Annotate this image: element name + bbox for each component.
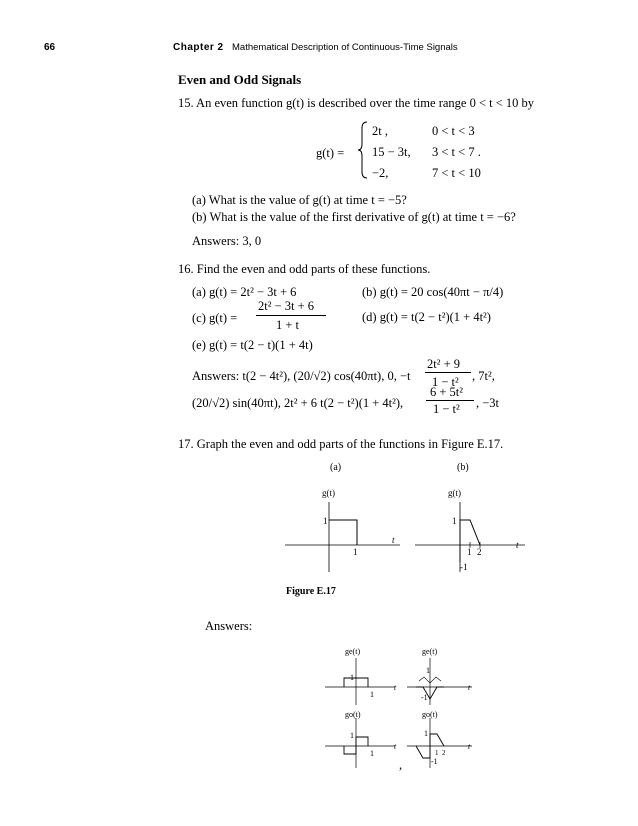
y-axis-label: ge(t) (422, 647, 438, 656)
problem-16-prompt: 16. Find the even and odd parts of these functions. (178, 262, 431, 276)
answers-16-frac2-den: 1 − t² (433, 402, 460, 416)
answers-17-label: Answers: (205, 619, 253, 633)
chapter-title: Mathematical Description of Continuous-Time Signals (232, 42, 458, 53)
tick-label: 1 (424, 729, 428, 738)
fraction-bar (256, 315, 326, 316)
answer-graph-even-a (320, 643, 415, 708)
fraction-bar (425, 372, 471, 373)
tick-label: 2 (477, 547, 482, 557)
question-16e: (e) g(t) = t(2 − t)(1 + 4t) (192, 338, 313, 352)
question-16d: (d) g(t) = t(2 − t²)(1 + 4t²) (362, 310, 491, 324)
graph-label-a: (a) (330, 462, 342, 473)
x-axis-label: t (468, 683, 471, 692)
x-axis-label: t (394, 683, 397, 692)
tick-label: 1 (370, 749, 374, 758)
answers-16-line1: Answers: t(2 − 4t²), (20/√2) cos(40πt), 0, −t (192, 369, 411, 383)
x-axis-label: t (468, 742, 471, 751)
piecewise-brace (356, 120, 370, 180)
case-2-cond: 3 < t < 7 . (432, 145, 481, 159)
question-16a: (a) g(t) = 2t² − 3t + 6 (192, 285, 297, 299)
answers-16-frac1-num: 2t² + 9 (427, 357, 461, 371)
piecewise-lhs: g(t) = (316, 146, 345, 160)
question-16c-numerator: 2t² − 3t + 6 (258, 299, 315, 313)
tick-label: -1 (431, 757, 438, 766)
section-title: Even and Odd Signals (178, 72, 302, 87)
x-axis-label: t (394, 742, 397, 751)
x-axis-label: t (392, 535, 395, 545)
tick-label: 1 (452, 516, 457, 526)
tick-label: 1 (426, 666, 430, 675)
answer-graph-odd-b (402, 706, 492, 771)
case-1-expr: 2t , (372, 124, 388, 138)
fraction-bar (426, 400, 474, 401)
problem-17-prompt: 17. Graph the even and odd parts of the functions in Figure E.17. (178, 437, 504, 451)
tick-label: 1 (435, 749, 439, 757)
tick-label: 1 (323, 516, 328, 526)
question-16b: (b) g(t) = 20 cos(40πt − π/4) (362, 285, 504, 299)
answers-16-frac2-num: 6 + 5t² (430, 385, 464, 399)
figure-e17-graph-b (410, 480, 535, 575)
graph-label-b: (b) (457, 462, 469, 473)
tick-label: 1 (353, 547, 358, 557)
question-15b: (b) What is the value of the first derivative of g(t) at time t = −6? (192, 210, 516, 224)
y-axis-label: go(t) (422, 710, 438, 719)
case-3-cond: 7 < t < 10 (432, 166, 481, 180)
tick-label: 1 (350, 731, 354, 740)
tick-label: 2 (442, 749, 446, 757)
problem-15-prompt: 15. An even function g(t) is described over the time range 0 < t < 10 by (178, 96, 535, 110)
case-1-cond: 0 < t < 3 (432, 124, 475, 138)
question-16c-denominator: 1 + t (276, 318, 300, 332)
answer-graph-even-b (402, 643, 492, 708)
figure-caption: Figure E.17 (286, 586, 336, 597)
tick-label: 1 (350, 673, 354, 682)
y-axis-label: go(t) (345, 710, 361, 719)
tick-label: -1 (421, 693, 428, 702)
answers-16-frac1-den: 1 − t² (432, 375, 459, 389)
case-3-expr: −2, (372, 166, 389, 180)
answers-16-line2: (20/√2) sin(40πt), 2t² + 6 t(2 − t²)(1 + 4t²), (192, 396, 404, 410)
trailing-comma: , (399, 758, 403, 772)
answers-16-line2-end: , −3t (476, 396, 500, 410)
question-15a: (a) What is the value of g(t) at time t = −5? (192, 193, 407, 207)
y-axis-label: g(t) (322, 488, 335, 498)
question-16c-label: (c) g(t) = (192, 311, 238, 325)
case-2-expr: 15 − 3t, (372, 145, 411, 159)
tick-label: -1 (460, 562, 468, 572)
chapter-label: Chapter 2 (173, 42, 224, 53)
answers-16-line1-end: , 7t², (472, 369, 495, 383)
x-axis-label: t (516, 540, 519, 550)
answers-15: Answers: 3, 0 (192, 234, 262, 248)
tick-label: 1 (467, 547, 472, 557)
y-axis-label: g(t) (448, 488, 461, 498)
tick-label: 1 (370, 690, 374, 699)
figure-e17-graph-a (280, 480, 410, 575)
y-axis-label: ge(t) (345, 647, 361, 656)
page-number: 66 (44, 42, 56, 53)
